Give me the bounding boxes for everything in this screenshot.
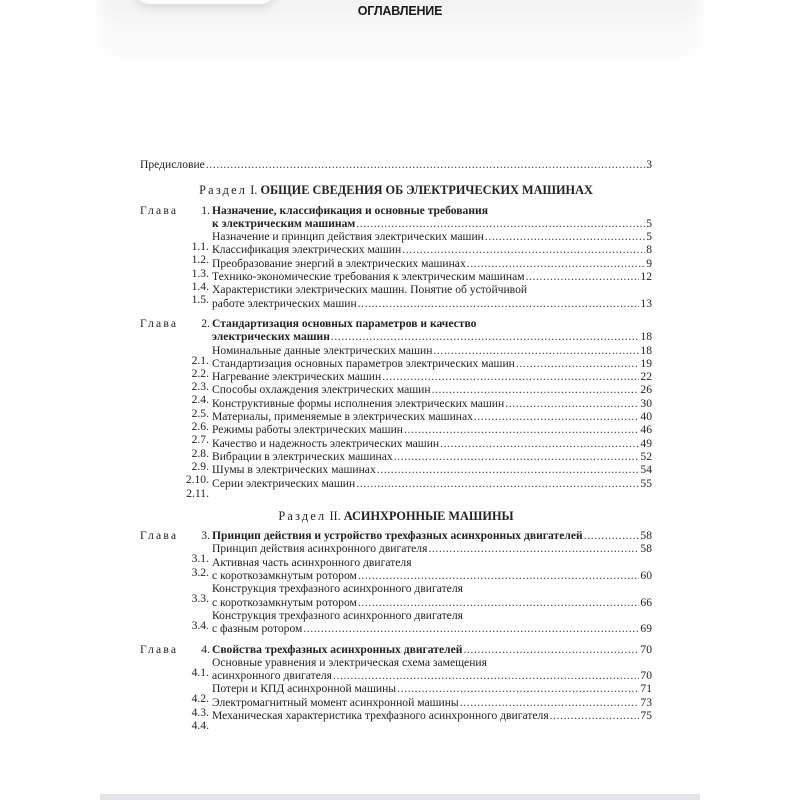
leader-dots bbox=[377, 463, 640, 476]
entry-title-line1: Конструкция трехфазного асинхронного двигателя bbox=[212, 608, 463, 622]
chapter-1 bbox=[140, 204, 652, 310]
entry-page: 5 bbox=[646, 230, 652, 244]
entry-title-line1: Основные уравнения и электрическая схема замещения bbox=[212, 655, 487, 669]
entry-number: 2.7. bbox=[191, 433, 209, 447]
entry-page: 70 bbox=[640, 669, 652, 683]
chapter-title-line2: к электрическим машинам bbox=[212, 216, 356, 230]
entry-page: 49 bbox=[640, 436, 652, 450]
leader-dots bbox=[474, 410, 639, 423]
entry-title: Режимы работы электрических машин bbox=[212, 423, 403, 437]
entry-number: 2.8. bbox=[191, 446, 209, 460]
chapter-title-continuation[interactable] bbox=[212, 217, 652, 230]
section-number: II. bbox=[329, 508, 341, 523]
entry-page: 69 bbox=[640, 622, 652, 636]
entry-page: 60 bbox=[640, 569, 652, 583]
chapter-4 bbox=[140, 642, 652, 732]
entry-title-line2: работе электрических машин bbox=[212, 296, 357, 310]
section-heading-2 bbox=[140, 510, 652, 523]
entry-title: Материалы, применяемые в электрических машинах bbox=[212, 410, 473, 424]
entry-page: 8 bbox=[646, 243, 652, 257]
entry-page: 46 bbox=[640, 423, 652, 437]
toc-entry-3-3[interactable] bbox=[191, 582, 652, 609]
table-of-contents bbox=[140, 158, 652, 732]
leader-dots bbox=[358, 297, 640, 310]
leader-dots bbox=[460, 696, 640, 709]
leader-dots bbox=[432, 383, 640, 396]
leader-dots bbox=[463, 643, 639, 656]
leader-dots bbox=[206, 158, 645, 171]
leader-dots bbox=[404, 423, 639, 436]
chapter-number: 4. bbox=[201, 642, 210, 656]
chapter-label: Глава bbox=[140, 203, 179, 217]
chapter-2 bbox=[140, 316, 652, 500]
toc-entry-3-4[interactable] bbox=[191, 608, 652, 636]
entry-title: Номинальные данные электрических машин bbox=[212, 343, 433, 357]
chapter-title-line1: Назначение, классификация и основные требования bbox=[212, 203, 488, 217]
entry-title-line1: Конструкция трехфазного асинхронного двигателя bbox=[212, 582, 463, 596]
chapter-title-line1: Стандартизация основных параметров и качество bbox=[212, 316, 477, 330]
entry-number: 2.1. bbox=[191, 353, 209, 367]
section-title: АСИНХРОННЫЕ МАШИНЫ bbox=[343, 508, 514, 523]
entry-page: 40 bbox=[640, 410, 652, 424]
section-heading-1 bbox=[140, 184, 652, 197]
toc-entry-preface[interactable] bbox=[140, 158, 652, 171]
leader-dots bbox=[485, 230, 645, 243]
entry-title: Способы охлаждения электрических машин bbox=[212, 383, 431, 397]
entry-page: 66 bbox=[640, 595, 652, 609]
leader-dots bbox=[433, 344, 639, 357]
chapter-number: 2. bbox=[201, 316, 210, 330]
entry-number: 3.3. bbox=[191, 592, 209, 606]
chapter-heading[interactable] bbox=[140, 529, 652, 542]
entry-title-line2: с короткозамкнутым ротором bbox=[212, 569, 357, 583]
entry-page: 18 bbox=[640, 343, 652, 357]
entry-number: 1.1. bbox=[191, 240, 209, 254]
leader-dots bbox=[356, 477, 639, 490]
entry-number: 2.5. bbox=[191, 406, 209, 420]
entry-number: 1.5. bbox=[191, 293, 209, 307]
entry-title: Серии электрических машин bbox=[212, 476, 356, 490]
entry-number: 4.1. bbox=[191, 665, 209, 679]
entry-title-line1: Характеристики электрических машин. Понятие об устойчивой bbox=[212, 283, 528, 297]
entry-title-line1: Активная часть асинхронного двигателя bbox=[212, 555, 412, 569]
entry-title: Механическая характеристика трехфазного асинхронного двигателя bbox=[212, 708, 549, 722]
entry-title: Преобразование энергий в электрических машинах bbox=[212, 256, 466, 270]
chapter-label: Глава bbox=[140, 529, 179, 543]
entry-number: 1.4. bbox=[191, 280, 209, 294]
section-number: I. bbox=[250, 183, 258, 198]
entry-number: 2.6. bbox=[191, 420, 209, 434]
leader-dots bbox=[358, 569, 640, 582]
entry-number: 2.4. bbox=[191, 393, 209, 407]
entry-title-line2: с фазным ротором bbox=[212, 622, 303, 636]
entry-page: 73 bbox=[640, 695, 652, 709]
entry-title: Качество и надежность электрических машин bbox=[212, 436, 440, 450]
entry-title: Классификация электрических машин bbox=[212, 243, 402, 257]
entry-title: Технико-экономические требования к электрическим машинам bbox=[212, 270, 525, 284]
section-label: Раздел bbox=[278, 508, 327, 523]
leader-dots bbox=[402, 243, 645, 256]
entry-page: 70 bbox=[640, 642, 652, 656]
chapter-title-continuation[interactable] bbox=[212, 330, 652, 343]
chapter-label: Глава bbox=[140, 642, 179, 656]
entry-page: 3 bbox=[646, 158, 652, 171]
entry-page: 52 bbox=[640, 449, 652, 463]
leader-dots bbox=[526, 270, 640, 283]
entry-number: 3.2. bbox=[191, 565, 209, 579]
page-title: ОГЛАВЛЕНИЕ bbox=[357, 4, 443, 18]
leader-dots bbox=[303, 622, 639, 635]
entry-page: 9 bbox=[646, 256, 652, 270]
entry-number: 2.9. bbox=[191, 459, 209, 473]
leader-dots bbox=[428, 542, 639, 555]
entry-title-line2: с короткозамкнутым ротором bbox=[212, 595, 357, 609]
entry-number: 1.3. bbox=[191, 266, 209, 280]
leader-dots bbox=[356, 217, 645, 230]
entry-number: 2.10. bbox=[185, 473, 209, 487]
bottom-bar bbox=[100, 794, 700, 800]
entry-number: 4.2. bbox=[191, 692, 209, 706]
chapter-title-line2: электрических машин bbox=[212, 330, 330, 344]
entry-title: Вибрации в электрических машинах bbox=[212, 449, 393, 463]
leader-dots bbox=[440, 437, 639, 450]
entry-page: 19 bbox=[640, 356, 652, 370]
chapter-3 bbox=[140, 529, 652, 635]
entry-page: 18 bbox=[640, 330, 652, 344]
leader-dots bbox=[550, 709, 640, 722]
entry-number: 3.4. bbox=[191, 618, 209, 632]
entry-page: 75 bbox=[640, 708, 652, 722]
entry-title: Назначение и принцип действия электрических машин bbox=[212, 230, 484, 244]
entry-title-line2: асинхронного двигателя bbox=[212, 669, 332, 683]
entry-number: 1.2. bbox=[191, 253, 209, 267]
entry-number: 2.11. bbox=[186, 486, 209, 500]
entry-title: Стандартизация основных параметров электрических машин bbox=[212, 356, 515, 370]
section-title: ОБЩИЕ СВЕДЕНИЯ ОБ ЭЛЕКТРИЧЕСКИХ МАШИНАХ bbox=[260, 183, 593, 198]
leader-dots bbox=[584, 529, 640, 542]
entry-page: 12 bbox=[640, 270, 652, 284]
entry-page: 22 bbox=[640, 370, 652, 384]
entry-title: Принцип действия асинхронного двигателя bbox=[212, 542, 428, 556]
entry-title: Предисловие bbox=[140, 158, 205, 171]
leader-dots bbox=[358, 596, 640, 609]
leader-dots bbox=[333, 669, 639, 682]
entry-page: 58 bbox=[640, 542, 652, 556]
leader-dots bbox=[331, 330, 640, 343]
entry-number: 4.3. bbox=[191, 705, 209, 719]
chapter-heading[interactable] bbox=[140, 204, 652, 217]
entry-page: 5 bbox=[646, 216, 652, 230]
entry-title: Нагревание электрических машин bbox=[212, 370, 382, 384]
entry-number: 3.1. bbox=[191, 552, 209, 566]
entry-title: Потери и КПД асинхронной машины bbox=[212, 682, 397, 696]
entry-title: Электромагнитный момент асинхронной машины bbox=[212, 695, 459, 709]
entry-number: 2.3. bbox=[191, 380, 209, 394]
entry-page: 71 bbox=[640, 682, 652, 696]
entry-page: 55 bbox=[640, 476, 652, 490]
leader-dots bbox=[382, 370, 639, 383]
section-label: Раздел bbox=[199, 183, 248, 198]
chapter-number: 3. bbox=[201, 529, 210, 543]
chapter-heading[interactable] bbox=[140, 643, 652, 656]
entry-number: 4.4. bbox=[191, 718, 209, 732]
chapter-number: 1. bbox=[201, 203, 210, 217]
entry-title: Шумы в электрических машинах bbox=[212, 463, 376, 477]
leader-dots bbox=[505, 397, 639, 410]
entry-page: 26 bbox=[640, 383, 652, 397]
entry-page: 54 bbox=[640, 463, 652, 477]
entry-number: 2.2. bbox=[191, 366, 209, 380]
entry-page: 13 bbox=[640, 296, 652, 310]
chapter-label: Глава bbox=[140, 316, 179, 330]
chapter-heading[interactable] bbox=[140, 317, 652, 330]
entry-title: Конструктивные формы исполнения электрических машин bbox=[212, 396, 505, 410]
chapter-title: Свойства трехфазных асинхронных двигателей bbox=[212, 642, 463, 656]
leader-dots bbox=[397, 682, 639, 695]
leader-dots bbox=[394, 450, 640, 463]
entry-page: 58 bbox=[640, 529, 652, 543]
chapter-title: Принцип действия и устройство трехфазных асинхронных двигателей bbox=[212, 529, 583, 543]
toc-entry-4-1[interactable] bbox=[191, 655, 652, 683]
leader-dots bbox=[516, 357, 640, 370]
leader-dots bbox=[467, 257, 645, 270]
entry-page: 30 bbox=[640, 396, 652, 410]
